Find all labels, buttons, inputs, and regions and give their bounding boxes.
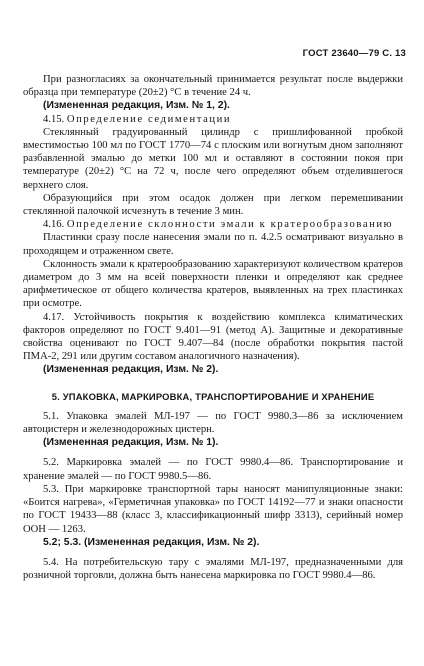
section-heading: 5. УПАКОВКА, МАРКИРОВКА, ТРАНСПОРТИРОВАНИЕ И ХРАНЕНИЕ — [51, 390, 375, 402]
paragraph: 5.1. Упаковка эмалей МЛ-197 — по ГОСТ 9980.3—86 за исключением автоцистерн и железнодорожных цистерн. — [23, 410, 403, 436]
paragraph: Стеклянный градуированный цилиндр с пришлифованной пробкой вместимостью 100 мл по ГОСТ 1770—74 с плоским или вогнутым дном заполняют разбавленной эмалью до метки 100 мл и оставляют в состоянии покоя при температуре (20±2) °С на 72 ч, после чего определяют объем отделившегося верхнего слоя. — [23, 126, 403, 191]
subsection-number: 4.16. — [43, 219, 65, 231]
paragraph: Пластинки сразу после нанесения эмали по п. 4.2.5 осматривают визуально в проходящем и отраженном свете. — [23, 232, 403, 257]
page-header: ГОСТ 23640—79 С. 13 — [302, 48, 406, 59]
amendment-note: (Измененная редакция, Изм. № 2). — [43, 364, 219, 376]
paragraph: 5.3. При маркировке транспортной тары наносят манипуляционные знаки: «Боится нагрева», «Герметичная упаковка» по ГОСТ 14192—77 и знаки опасности по ГОСТ 19433—88 (класс 3, классификационный шифр 3313), серийный номер ООН — 1263. — [23, 483, 403, 535]
spacer — [23, 549, 403, 556]
paragraph: 5.4. На потребительскую тару с эмалями МЛ-197, предназначенными для розничной торговли, должна быть нанесена маркировка по ГОСТ 9980.4—86. — [23, 556, 403, 582]
amendment-note: (Измененная редакция, Изм. № 1, 2). — [43, 100, 230, 112]
subsection-title: Определение склонности эмали к кратерообразованию — [66, 219, 394, 231]
paragraph: 5.2. Маркировка эмалей — по ГОСТ 9980.4—86. Транспортирование и хранение эмалей — по ГОСТ 9980.5—86. — [23, 457, 403, 482]
amendment-note: (Измененная редакция, Изм. № 1). — [43, 437, 219, 449]
paragraph: Склонность эмали к кратерообразованию характеризуют количеством кратеров диаметром до 3 мм на всей поверхности пленки и определяют как среднее арифметическое от общего количества кратеров, выявленных на трех пластинках при осмотре. — [23, 258, 403, 310]
subsection-title: Определение седиментации — [66, 113, 232, 125]
spacer — [23, 449, 403, 456]
paragraph: 4.17. Устойчивость покрытия к воздействию комплекса климатических факторов определяют по ГОСТ 9.401—91 (метод А). Защитные и декоративные свойства оценивают по ГОСТ 9.407—84 (после обработки покрытия пастой ПМА-2, 291 или другим составом аналогичного назначения). — [23, 311, 403, 363]
subsection-number: 4.15. — [43, 113, 65, 125]
subsection-heading — [23, 218, 403, 231]
subsection-heading — [23, 113, 403, 126]
paragraph: При разногласиях за окончательный принимается результат после выдержки образца при температуре (20±2) °С в течение 24 ч. — [23, 74, 403, 99]
paragraph: Образующийся при этом осадок должен при легком перемешивании стеклянной палочкой исчезнуть в течение 3 мин. — [23, 192, 403, 218]
document-body — [23, 73, 403, 582]
amendment-note: 5.2; 5.3. (Измененная редакция, Изм. № 2). — [43, 536, 260, 548]
